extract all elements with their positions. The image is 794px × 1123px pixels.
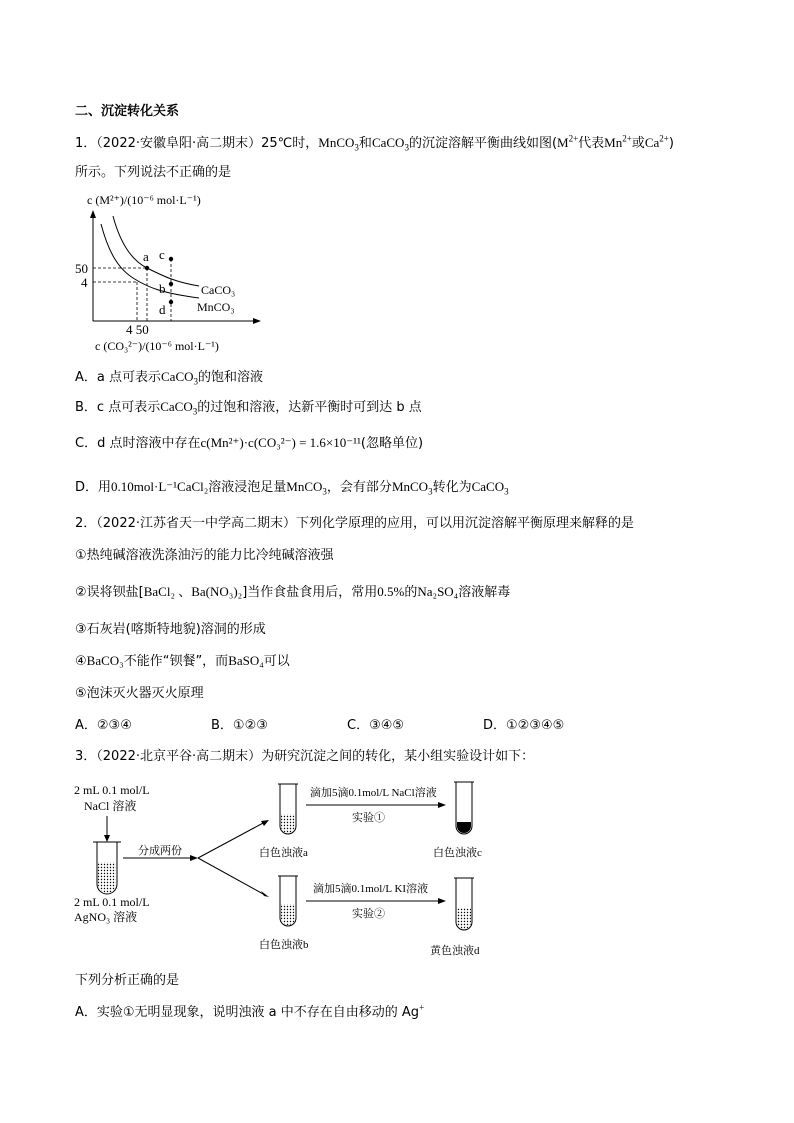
mnco3-curve (101, 224, 199, 298)
q1-option-c: C．d 点时溶液中存在c(Mn²⁺)·c(CO₃²⁻) = 1.6×10⁻¹¹(忽略单位) (75, 435, 424, 451)
point-a (145, 266, 149, 270)
bottom-reagent-line1: 2 mL 0.1 mol/L (74, 895, 150, 909)
section-title: 二、沉淀转化关系 (75, 104, 180, 119)
q2-option-b: B．①②③ (211, 718, 268, 733)
label-b: b (159, 281, 166, 296)
label-a: a (143, 249, 149, 264)
caco3-curve (113, 216, 199, 286)
label-turbid-c: 白色浊液c (433, 847, 482, 859)
label-turbid-d: 黄色浊液d (430, 945, 480, 957)
experiment-diagram (70, 776, 510, 962)
q1-option-d: D．用0.10mol·L⁻¹CaCl₂溶液浸泡足量MnCO$_3$，会有部分MnCO$_3$转化为CaCO$_3$ (75, 479, 509, 497)
label-d: d (159, 302, 166, 317)
q2-item-4: ④BaCO₃不能作“钡餐”，而BaSO₄可以 (75, 653, 290, 669)
test-tube-c (454, 782, 474, 834)
top-reagent-line2: NaCl 溶液 (84, 799, 137, 813)
test-tube-d (454, 878, 474, 930)
q2-options (75, 717, 725, 735)
q1-option-a: A．a 点可表示CaCO$_3$的饱和溶液 (75, 369, 264, 387)
add-ki-label: 滴加5滴0.1mol/L KI溶液 (313, 883, 429, 895)
test-tube-a (278, 784, 298, 834)
point-c (169, 257, 173, 261)
ytick-50: 50 (75, 261, 88, 276)
point-b (169, 282, 173, 286)
q2-item-5: ⑤泡沫灭火器灭火原理 (75, 686, 204, 701)
test-tube-b (278, 876, 298, 926)
chart-ylabel: c (M²⁺)/(10⁻⁶ mol·L⁻¹) (87, 193, 201, 207)
label-caco3: CaCO₃ (201, 283, 236, 297)
ytick-4: 4 (81, 275, 88, 290)
label-turbid-a: 白色浊液a (259, 847, 308, 859)
label-turbid-b: 白色浊液b (259, 939, 309, 951)
experiment-2-label: 实验② (352, 908, 385, 920)
q2-item-3: ③石灰岩(喀斯特地貌)溶洞的形成 (75, 622, 266, 637)
xticks: 4 50 (126, 322, 149, 337)
q3-analysis-prompt: 下列分析正确的是 (75, 973, 180, 988)
q2-option-a: A．②③④ (75, 718, 132, 733)
label-c: c (159, 247, 165, 262)
q2-option-c: C．③④⑤ (347, 718, 405, 733)
q2-option-d: D．①②③④⑤ (483, 718, 565, 733)
chart-xlabel: c (CO₃²⁻)/(10⁻⁶ mol·L⁻¹) (95, 339, 219, 353)
split-label: 分成两份 (138, 845, 182, 857)
q1-option-b: B．c 点可表示CaCO$_3$的过饱和溶液，达新平衡时可到达 b 点 (75, 399, 422, 417)
top-reagent-line1: 2 mL 0.1 mol/L (74, 783, 150, 797)
q1-stem-line2: 所示。下列说法不正确的是 (75, 165, 232, 180)
q2-item-1: ①热纯碱溶液洗涤油污的能力比冷纯碱溶液强 (75, 548, 334, 563)
q3-stem: 3．（2022·北京平谷·高二期末）为研究沉淀之间的转化，某小组实验设计如下： (75, 749, 535, 764)
bottom-reagent-line2: AgNO₃ 溶液 (74, 910, 138, 924)
q3-option-a: A．实验①无明显现象，说明浊液 a 中不存在自由移动的 Ag+ (75, 1002, 425, 1020)
start-test-tube (93, 842, 121, 894)
label-mnco3: MnCO₃ (197, 300, 235, 314)
experiment-1-label: 实验① (352, 812, 385, 824)
q2-item-2: ②误将钡盐[BaCl₂ 、Ba(NO₃)₂]当作食盐食用后，常用0.5%的Na₂SO₄溶液解毒 (75, 584, 511, 600)
add-nacl-label: 滴加5滴0.1mol/L NaCl溶液 (310, 787, 437, 799)
solubility-chart (75, 190, 265, 355)
q1-stem: 1．（2022·安徽阜阳·高二期末）25℃时，MnCO$_3$和CaCO$_3$的沉淀溶解平衡曲线如图($M^{2+}$代表$Mn^{2+}$或$Ca^{2+}$) (75, 133, 674, 153)
point-d (169, 300, 173, 304)
q2-stem: 2．（2022·江苏省天一中学高二期末）下列化学原理的应用，可以用沉淀溶解平衡原理来解释的是 (75, 516, 634, 531)
